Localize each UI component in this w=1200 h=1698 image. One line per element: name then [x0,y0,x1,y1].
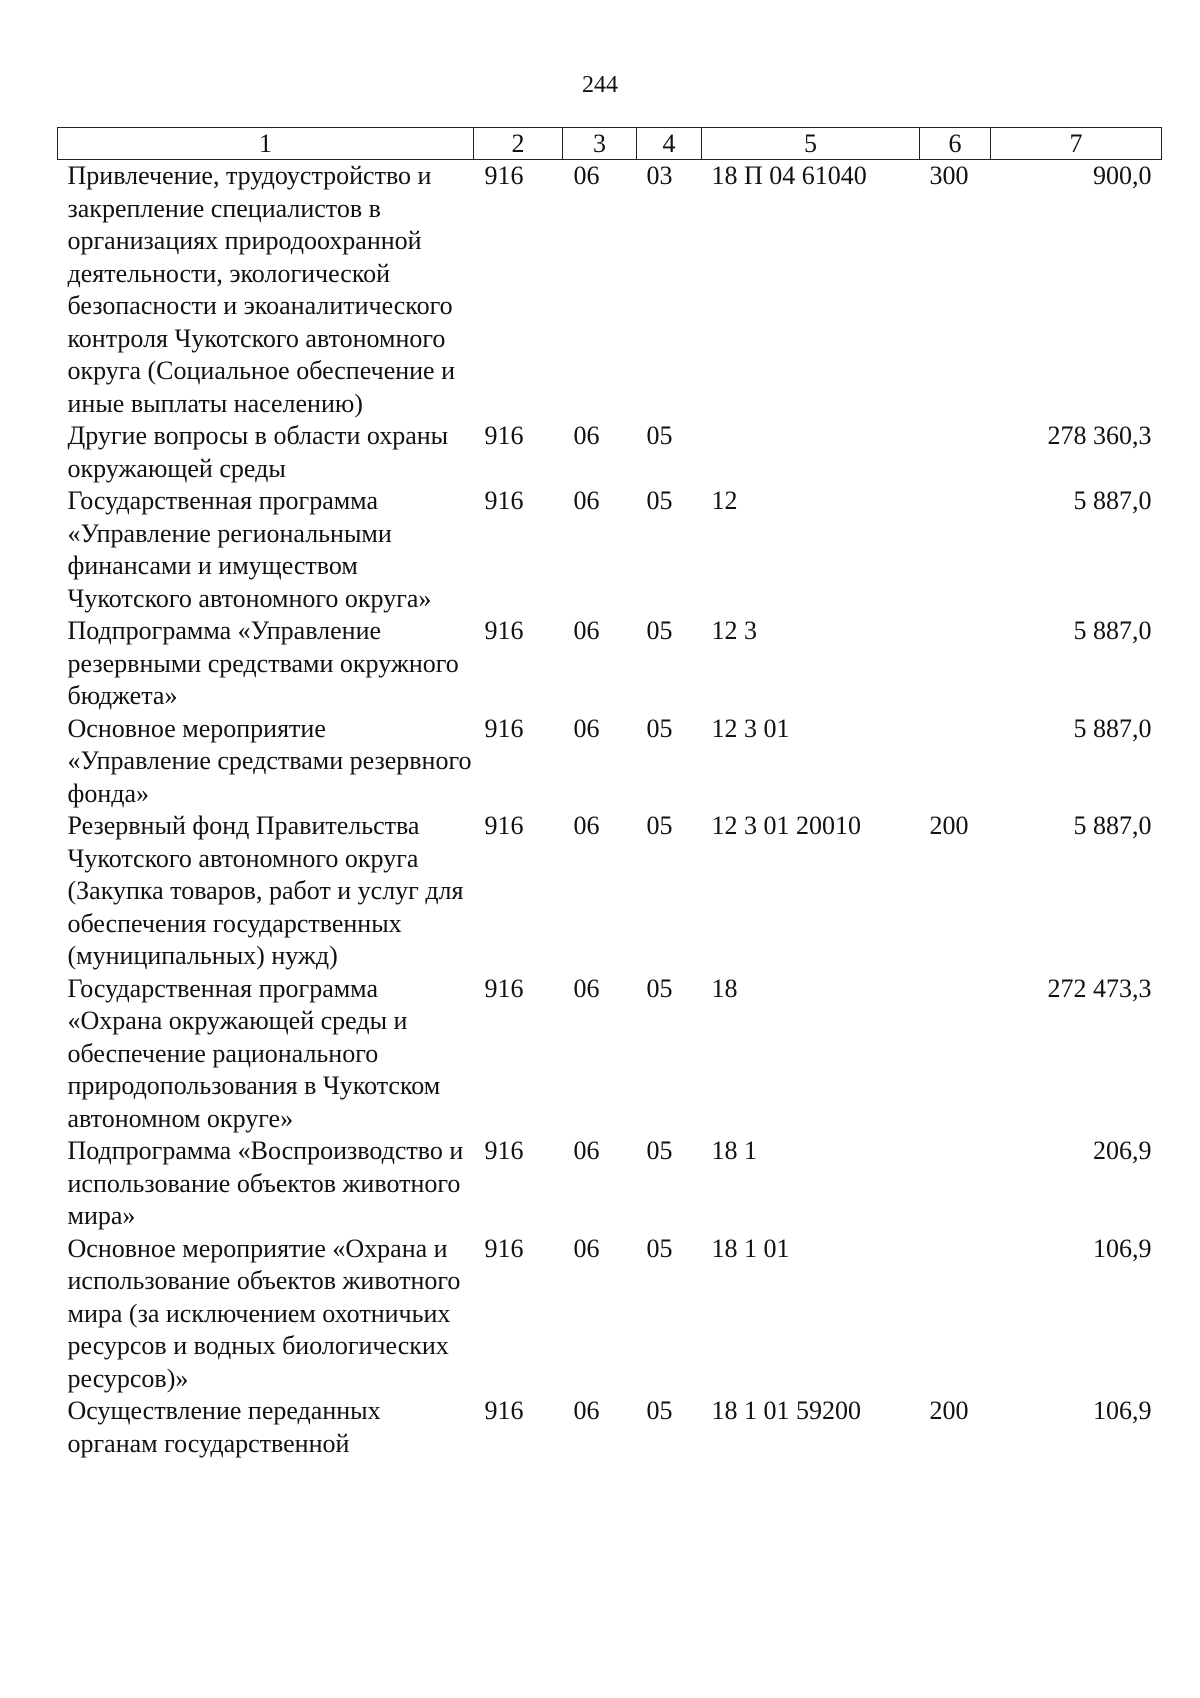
header-col-7: 7 [991,128,1162,160]
row-name: Основное мероприятие «Охрана и использование объектов животного мира (за исключением охотничьих ресурсов и водных биологических ресурсов)» [67,1233,461,1393]
row-ministry-code: 916 [484,616,524,645]
row-expense-type: 200 [929,811,969,840]
row-section: 06 [573,616,600,645]
row-expense-type [920,1233,991,1396]
row-name: Привлечение, трудоустройство и закрепление специалистов в организациях природоохранной деятельности, экологической безопасности и экоаналитического контроля Чукотского автономного округа (Социальное обеспечение и иные выплаты населению) [67,161,456,418]
row-ministry-code: 916 [484,1136,524,1165]
row-section: 06 [573,486,600,515]
row-amount: 206,9 [1093,1136,1152,1165]
row-target-item: 12 3 01 [711,713,790,743]
row-section: 06 [573,1233,600,1263]
budget-table [57,127,1162,1460]
table-row [58,973,1162,1136]
row-subsection: 05 [646,713,673,743]
row-expense-type [920,713,991,811]
row-ministry-code: 916 [484,713,524,743]
table-row [58,485,1162,615]
row-ministry-code: 916 [484,161,524,190]
row-section: 06 [573,1396,600,1425]
row-name: Государственная программа «Охрана окружающей среды и обеспечение рационального природопользования в Чукотском автономном округе» [67,973,441,1133]
row-amount: 272 473,3 [1047,973,1152,1003]
row-section: 06 [573,713,600,743]
row-amount: 5 887,0 [1073,616,1152,645]
row-expense-type [920,615,991,713]
row-ministry-code: 916 [484,421,524,450]
row-name: Осуществление переданных органам государственной [67,1396,381,1458]
table-row [58,1233,1162,1396]
header-col-3: 3 [563,128,637,160]
row-amount: 5 887,0 [1073,713,1152,743]
row-target-item: 18 [711,973,738,1003]
row-subsection: 05 [646,421,673,450]
row-ministry-code: 916 [484,486,524,515]
table-row [58,1395,1162,1460]
row-expense-type [920,485,991,615]
row-target-item: 18 1 01 [711,1233,790,1263]
row-amount: 106,9 [1093,1233,1152,1263]
table-row [58,1135,1162,1233]
row-subsection: 05 [646,973,673,1003]
row-subsection: 05 [646,616,673,645]
row-name: Другие вопросы в области охраны окружающей среды [67,421,449,483]
row-ministry-code: 916 [484,973,524,1003]
row-subsection: 05 [646,811,673,840]
row-target-item: 18 П 04 61040 [711,161,867,190]
row-expense-type [920,420,991,485]
row-section: 06 [573,421,600,450]
row-amount: 5 887,0 [1073,811,1152,840]
row-subsection: 03 [646,161,673,190]
row-target-item [702,420,920,485]
page-number: 244 [582,72,618,98]
row-ministry-code: 916 [484,1233,524,1263]
row-amount: 900,0 [1093,161,1152,190]
row-name: Подпрограмма «Воспроизводство и использование объектов животного мира» [67,1136,464,1230]
table-row [58,420,1162,485]
row-target-item: 18 1 01 59200 [711,1396,861,1425]
row-name: Резервный фонд Правительства Чукотского автономного округа (Закупка товаров, работ и услуг для обеспечения государственных (муниципальных) нужд) [67,811,464,970]
row-expense-type [920,1135,991,1233]
row-amount: 278 360,3 [1047,421,1152,450]
header-row [58,128,1162,160]
row-section: 06 [573,811,600,840]
header-col-4: 4 [637,128,702,160]
header-col-2: 2 [474,128,563,160]
table-row [58,615,1162,713]
row-subsection: 05 [646,1396,673,1425]
row-subsection: 05 [646,1233,673,1263]
row-ministry-code: 916 [484,1396,524,1425]
row-target-item: 18 1 [711,1136,757,1165]
row-target-item: 12 [711,486,738,515]
row-name: Основное мероприятие «Управление средствами резервного фонда» [67,713,472,808]
row-target-item: 12 3 [711,616,757,645]
row-subsection: 05 [646,486,673,515]
row-amount: 5 887,0 [1073,486,1152,515]
row-subsection: 05 [646,1136,673,1165]
table-row [58,810,1162,973]
row-section: 06 [573,973,600,1003]
table-row [58,160,1162,421]
row-name: Государственная программа «Управление региональными финансами и имуществом Чукотского автономного округа» [67,486,432,613]
table-row [58,713,1162,811]
row-amount: 106,9 [1093,1396,1152,1425]
row-section: 06 [573,1136,600,1165]
row-name: Подпрограмма «Управление резервными средствами окружного бюджета» [67,616,459,710]
row-target-item: 12 3 01 20010 [711,811,861,840]
row-expense-type: 300 [929,161,969,190]
header-col-6: 6 [920,128,991,160]
row-section: 06 [573,161,600,190]
header-col-1: 1 [58,128,474,160]
row-expense-type [920,973,991,1136]
row-expense-type: 200 [929,1396,969,1425]
header-col-5: 5 [702,128,920,160]
row-ministry-code: 916 [484,811,524,840]
